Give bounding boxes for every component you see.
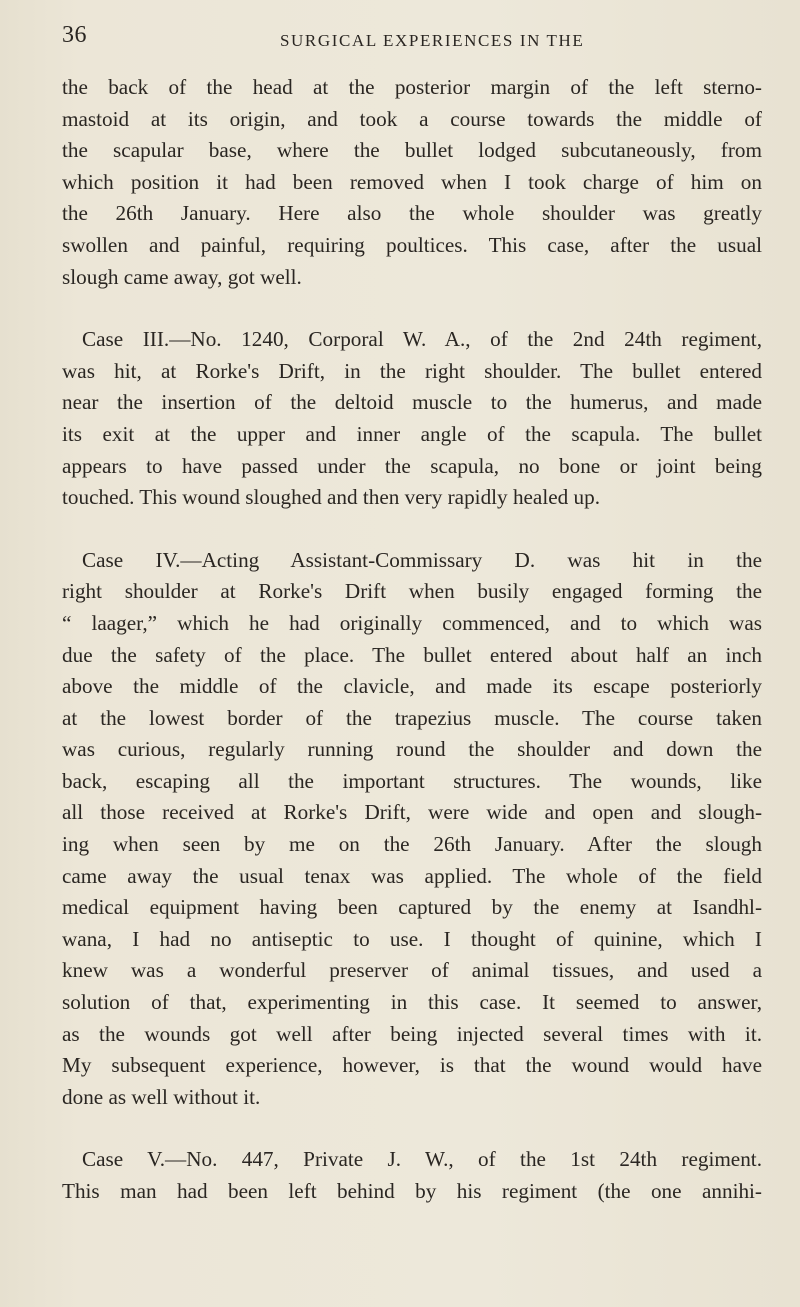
text-line: all those received at Rorke's Drift, were wide and open and slough- (62, 800, 762, 825)
text-line: came away the usual tenax was applied. The whole of the field (62, 863, 762, 888)
text-line: the 26th January. Here also the whole shoulder was greatly (62, 201, 762, 226)
running-head: SURGICAL EXPERIENCES IN THE (280, 31, 585, 50)
paragraph-continuation (62, 72, 762, 293)
text-line: its exit at the upper and inner angle of the scapula. The bullet (62, 421, 762, 446)
page-header (62, 22, 762, 52)
paragraph-case-5 (62, 1144, 762, 1207)
text-line: “ laager,” which he had originally commenced, and to which was (62, 610, 762, 635)
text-line: swollen and painful, requiring poultices. This case, after the usual (62, 232, 762, 257)
text-line: Case V.—No. 447, Private J. W., of the 1st 24th regiment. (82, 1147, 762, 1172)
text-line: This man had been left behind by his regiment (the one annihi- (62, 1179, 762, 1203)
body-text (62, 72, 762, 1208)
text-line: knew was a wonderful preserver of animal tissues, and used a (62, 958, 762, 983)
text-line: back, escaping all the important structures. The wounds, like (62, 768, 762, 793)
text-line: slough came away, got well. (62, 264, 302, 289)
text-line: was hit, at Rorke's Drift, in the right shoulder. The bullet entered (62, 358, 762, 383)
text-line: at the lowest border of the trapezius muscle. The course taken (62, 705, 762, 730)
text-line: right shoulder at Rorke's Drift when busily engaged forming the (62, 579, 762, 604)
text-line: as the wounds got well after being injected several times with it. (62, 1021, 762, 1046)
text-line: touched. This wound sloughed and then very rapidly healed up. (62, 485, 601, 510)
paragraph-case-4 (62, 545, 762, 1114)
text-line: which position it had been removed when I took charge of him on (62, 169, 762, 194)
text-line: the back of the head at the posterior margin of the left sterno- (62, 75, 762, 99)
paragraph-gap (82, 514, 762, 545)
text-line: above the middle of the clavicle, and made its escape posteriorly (62, 674, 762, 699)
paragraph-gap (82, 293, 762, 324)
text-line: ing when seen by me on the 26th January. After the slough (62, 832, 762, 857)
paragraph-gap (82, 1113, 762, 1144)
text-line: done as well without it. (62, 1084, 261, 1109)
text-line: medical equipment having been captured by the enemy at Isandhl- (62, 895, 762, 920)
text-line: My subsequent experience, however, is that the wound would have (62, 1053, 762, 1078)
page-number: 36 (62, 22, 87, 48)
text-line: wana, I had no antiseptic to use. I thought of quinine, which I (62, 926, 762, 951)
text-line: Case III.—No. 1240, Corporal W. A., of the 2nd 24th regiment, (82, 327, 762, 352)
text-line: solution of that, experimenting in this case. It seemed to answer, (62, 990, 762, 1015)
paragraph-case-3 (62, 324, 762, 514)
text-line: the scapular base, where the bullet lodged subcutaneously, from (62, 138, 762, 163)
text-line: appears to have passed under the scapula, no bone or joint being (62, 453, 762, 478)
text-line: due the safety of the place. The bullet entered about half an inch (62, 642, 762, 667)
text-line: was curious, regularly running round the shoulder and down the (62, 737, 762, 762)
text-line: mastoid at its origin, and took a course towards the middle of (62, 106, 762, 131)
text-line: Case IV.—Acting Assistant-Commissary D. was hit in the (82, 547, 762, 572)
text-line: near the insertion of the deltoid muscle to the humerus, and made (62, 390, 762, 415)
